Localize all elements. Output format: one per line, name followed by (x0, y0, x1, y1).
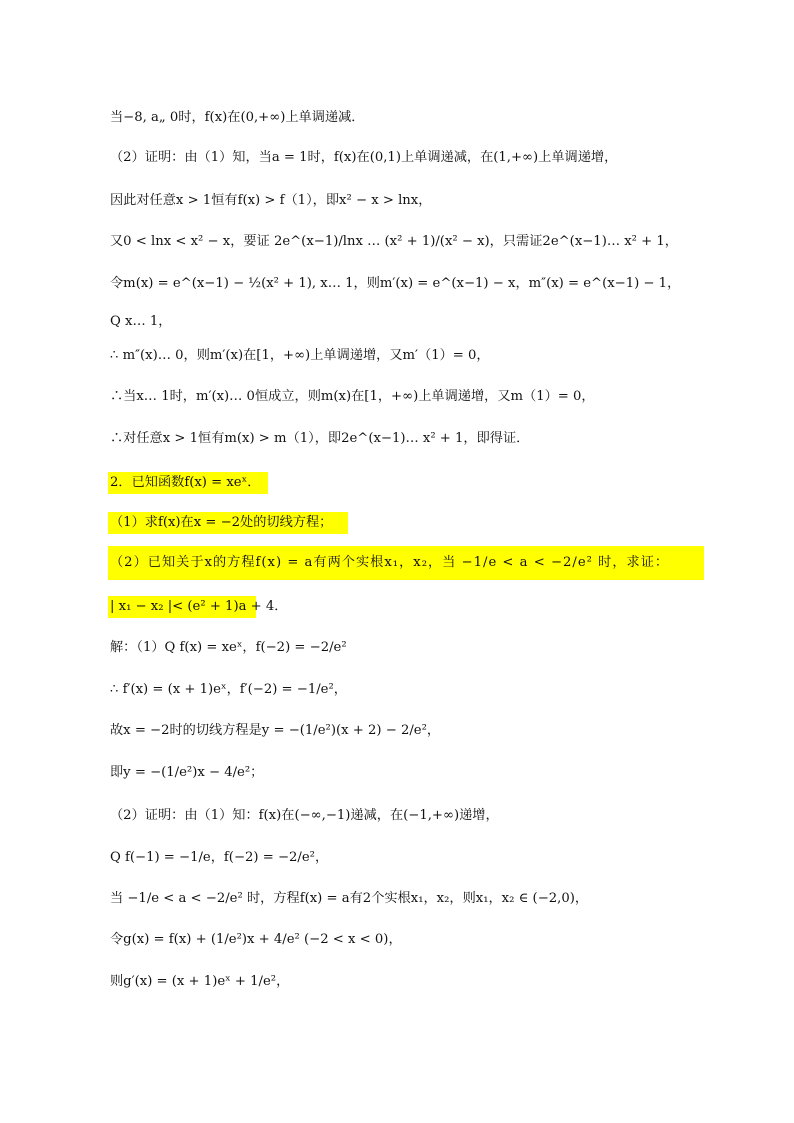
question-part-1: （1）求f(x)在x = −2处的切线方程； (110, 515, 333, 530)
text-line: ∴当x… 1时，m′(x)… 0恒成立，则m(x)在[1，+∞)上单调递增，又m（1）= 0， (110, 389, 595, 404)
text-line: （2）证明：由（1）知：f(x)在(−∞,−1)递减，在(−1,+∞)递增， (110, 808, 499, 823)
text-line: 令g(x) = f(x) + (1/e²)x + 4/e² (−2 < x < 0)， (110, 932, 402, 947)
text-line: ∴ f′(x) = (x + 1)eˣ，f′(−2) = −1/e²， (110, 682, 347, 697)
text-line: 因此对任意x > 1恒有f(x) > f（1），即x² − x > lnx， (110, 193, 432, 208)
text-line: 当−8, a„ 0时，f(x)在(0,+∞)上单调递减． (110, 110, 365, 125)
question-title: 2．已知函数f(x) = xeˣ． (110, 475, 261, 490)
text-line: ∴ m″(x)… 0，则m′(x)在[1，+∞)上单调递增，又m′（1）= 0， (110, 348, 490, 363)
text-line: 则g′(x) = (x + 1)eˣ + 1/e²， (110, 974, 290, 989)
text-line: 令m(x) = e^(x−1) − ½(x² + 1), x… 1，则m′(x) = e^(x−1) − x，m″(x) = e^(x−1) − 1， (110, 276, 681, 291)
text-line: ∴对任意x > 1恒有m(x) > m（1），即2e^(x−1)… x² + 1，即得证． (110, 431, 530, 446)
text-line: 解：（1）Q f(x) = xeˣ，f(−2) = −2/e² (110, 640, 347, 655)
text-line: 即y = −(1/e²)x − 4/e²； (110, 765, 264, 780)
text-line: 又0 < lnx < x² − x，要证 2e^(x−1)/lnx … (x² + 1)/(x² − x)，只需证2e^(x−1)… x² + 1， (110, 234, 678, 249)
question-part-2-cont: | x₁ − x₂ |< (e² + 1)a + 4． (110, 599, 288, 614)
text-line: （2）证明：由（1）知，当a = 1时，f(x)在(0,1)上单调递减，在(1,+∞)上单调递增， (110, 150, 618, 165)
text-line: 当 −1/e < a < −2/e² 时，方程f(x) = a有2个实根x₁，x₂，则x₁，x₂ ∈ (−2,0)， (110, 891, 589, 906)
question-part-2: （2）已知关于x的方程f(x) = a有两个实根x₁，x₂，当 −1/e < a < −2/e² 时，求证： (110, 555, 670, 570)
text-line: Q f(−1) = −1/e，f(−2) = −2/e²， (110, 850, 329, 865)
text-line: 故x = −2时的切线方程是y = −(1/e²)(x + 2) − 2/e²， (110, 723, 441, 738)
text-line: Q x… 1， (110, 314, 172, 329)
